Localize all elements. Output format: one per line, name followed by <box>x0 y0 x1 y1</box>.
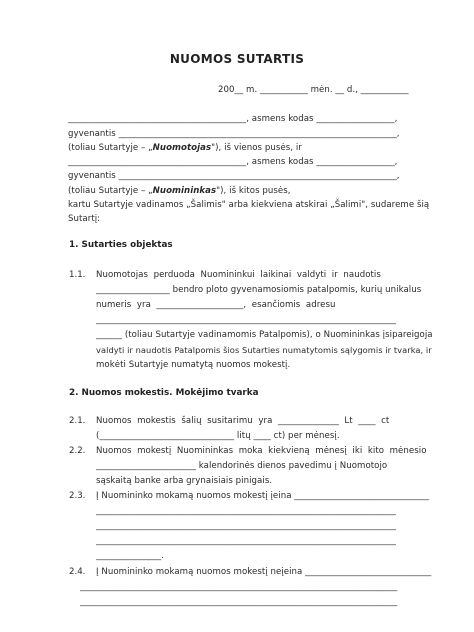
clause-line: Nuomotojas perduoda Nuomininkui laikinai valdyti ir naudotis <box>96 270 381 280</box>
clause-line: _________________ bendro ploto gyvenamosiomis patalpomis, kurių unikalus <box>96 285 422 295</box>
party1-name-line: _________________________________________, asmens kodas __________________, <box>68 114 398 124</box>
clause-line: sąskaitą banke arba grynaisiais pinigais. <box>96 476 273 486</box>
party1-role-pre: (toliau Sutartyje – „ <box>68 143 153 153</box>
clause-line: _____________________________________________________________________ <box>96 521 396 531</box>
parties-agreement-line: Sutartį: <box>68 214 101 224</box>
party1-role-line <box>68 143 302 154</box>
party2-role-term: Nuomininkas <box>152 186 217 196</box>
party1-role-term: Nuomotojas <box>152 143 212 153</box>
party1-address-line: gyvenantis ________________________________________________________________, <box>68 129 400 139</box>
party2-role-post: "), iš kitos pusės, <box>216 186 291 196</box>
clause-2-2-number: 2.2. <box>69 446 86 456</box>
clause-line: _____________________________________________________________________ <box>96 536 396 546</box>
clause-line: (_______________________________ litų ____ ct) per mėnesį. <box>96 431 340 441</box>
clause-line: Nuomos mokestį Nuomininkas moka kiekvieną mėnesį iki kito mėnesio <box>96 446 427 456</box>
document-title: NUOMOS SUTARTIS <box>169 52 305 66</box>
clause-line: _________________________________________________________________________ <box>80 582 398 592</box>
party2-address-line: gyvenantis ________________________________________________________________, <box>68 171 400 181</box>
clause-2-4-number: 2.4. <box>69 567 86 577</box>
clause-line: Į Nuomininko mokamą nuomos mokestį neįeina _____________________________ <box>96 567 432 577</box>
clause-line: ______ (toliau Sutartyje vadinamomis Patalpomis), o Nuomininkas įsipareigoja <box>96 330 433 340</box>
clause-line: _________________________________________________________________________ <box>80 597 398 607</box>
clause-2-3-number: 2.3. <box>69 491 86 501</box>
party1-role-post: "), iš vienos pusės, ir <box>211 143 302 153</box>
clause-line: _______________________ kalendorinės dienos pavedimu į Nuomotojo <box>96 461 388 471</box>
clause-line: _____________________________________________________________________ <box>96 506 396 516</box>
clause-line: _____________________________________________________________________ <box>96 315 396 325</box>
clause-line: _______________. <box>96 551 164 561</box>
clause-line: Nuomos mokestis šalių susitarimu yra ______________ Lt ____ ct <box>96 416 390 426</box>
party2-name-line: _________________________________________, asmens kodas __________________, <box>68 157 398 167</box>
clause-line: Į Nuomininko mokamą nuomos mokestį įeina _______________________________ <box>96 491 430 501</box>
party2-role-pre: (toliau Sutartyje – „ <box>68 186 153 196</box>
section-2-heading: 2. Nuomos mokestis. Mokėjimo tvarka <box>69 388 259 398</box>
clause-line: mokėti Sutartyje numatytą nuomos mokestį. <box>96 360 291 370</box>
date-line: 200__ m. ___________ mėn. __ d., ___________ <box>218 85 409 95</box>
clause-line: valdyti ir naudotis Patalpomis šios Sutarties numatytomis sąlygomis ir tvarka, ir <box>96 345 432 355</box>
clause-line: numeris yra ____________________, esančiomis adresu <box>96 300 336 310</box>
parties-collective-line: kartu Sutartyje vadinamos „Šalimis" arba kiekviena atskirai „Šalimi", sudareme šią <box>68 200 430 210</box>
section-1-heading: 1. Sutarties objektas <box>69 240 173 250</box>
clause-1-1-number: 1.1. <box>69 270 86 280</box>
party2-role-line <box>68 186 291 197</box>
clause-2-1-number: 2.1. <box>69 416 86 426</box>
